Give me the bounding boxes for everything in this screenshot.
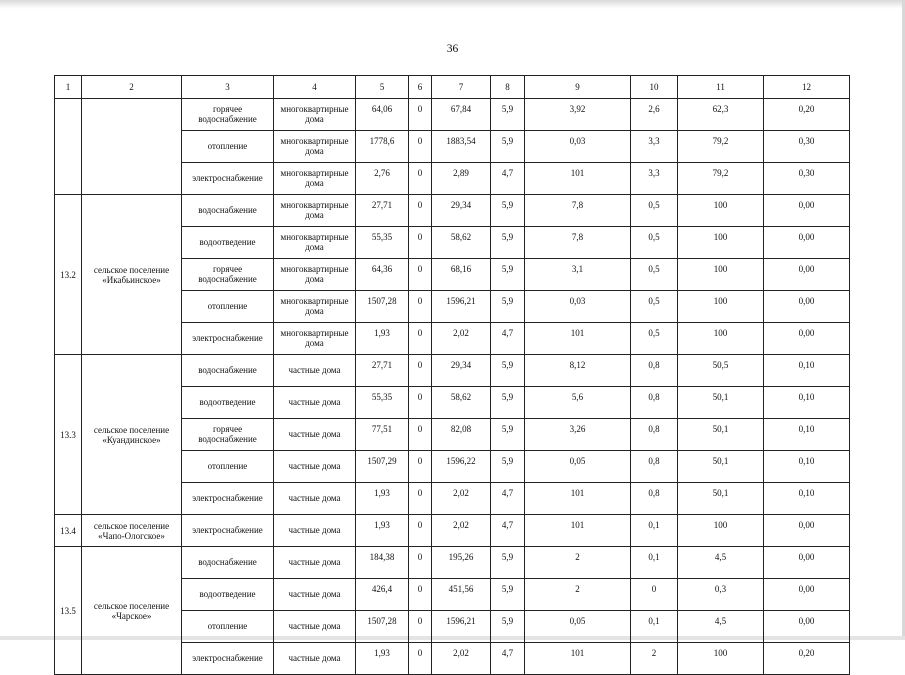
- value-cell-c5: 1778,6: [356, 131, 409, 163]
- value-cell-c5: 1,93: [356, 483, 409, 515]
- value-cell-c5: 55,35: [356, 387, 409, 419]
- value-cell-c5: 1507,29: [356, 451, 409, 483]
- value-cell-c5: 1,93: [356, 643, 409, 675]
- value-cell-c12: 0,20: [764, 643, 850, 675]
- table-row: [55, 515, 850, 547]
- service-cell: отопление: [182, 451, 274, 483]
- table-row: [55, 547, 850, 579]
- value-cell-c12: 0,10: [764, 355, 850, 387]
- settlement-name: сельское поселение «Куандинское»: [82, 355, 182, 515]
- value-cell-c9: 7,8: [525, 195, 631, 227]
- value-cell-c12: 0,00: [764, 579, 850, 611]
- settlement-name: сельское поселение «Икабьинское»: [82, 195, 182, 355]
- value-cell-c6: 0: [409, 131, 432, 163]
- value-cell-c7: 29,34: [432, 355, 491, 387]
- housing-type-cell: многоквартирные дома: [274, 131, 356, 163]
- value-cell-c6: 0: [409, 419, 432, 451]
- housing-type-cell: многоквартирные дома: [274, 323, 356, 355]
- value-cell-c5: 64,06: [356, 99, 409, 131]
- value-cell-c8: 4,7: [491, 515, 525, 547]
- value-cell-c9: 101: [525, 163, 631, 195]
- value-cell-c8: 5,9: [491, 195, 525, 227]
- value-cell-c5: 77,51: [356, 419, 409, 451]
- settlement-name: сельское поселение «Чарское»: [82, 547, 182, 675]
- table-row: [55, 99, 850, 131]
- settlement-code: [55, 99, 82, 195]
- housing-type-cell: многоквартирные дома: [274, 195, 356, 227]
- value-cell-c7: 67,84: [432, 99, 491, 131]
- value-cell-c5: 64,36: [356, 259, 409, 291]
- service-cell: отопление: [182, 131, 274, 163]
- value-cell-c8: 5,9: [491, 291, 525, 323]
- value-cell-c11: 100: [678, 291, 764, 323]
- value-cell-c8: 4,7: [491, 483, 525, 515]
- value-cell-c5: 184,38: [356, 547, 409, 579]
- value-cell-c9: 101: [525, 515, 631, 547]
- value-cell-c11: 50,1: [678, 419, 764, 451]
- value-cell-c11: 79,2: [678, 163, 764, 195]
- housing-type-cell: частные дома: [274, 515, 356, 547]
- value-cell-c6: 0: [409, 163, 432, 195]
- value-cell-c8: 5,9: [491, 99, 525, 131]
- value-cell-c7: 1596,21: [432, 611, 491, 643]
- value-cell-c6: 0: [409, 483, 432, 515]
- value-cell-c6: 0: [409, 195, 432, 227]
- value-cell-c12: 0,00: [764, 259, 850, 291]
- value-cell-c10: 0,5: [631, 195, 678, 227]
- service-cell: водоотведение: [182, 227, 274, 259]
- housing-type-cell: частные дома: [274, 387, 356, 419]
- value-cell-c8: 5,9: [491, 547, 525, 579]
- value-cell-c8: 5,9: [491, 419, 525, 451]
- housing-type-cell: многоквартирные дома: [274, 99, 356, 131]
- page-number: 36: [446, 43, 459, 55]
- value-cell-c9: 101: [525, 483, 631, 515]
- value-cell-c12: 0,30: [764, 131, 850, 163]
- housing-type-cell: частные дома: [274, 355, 356, 387]
- value-cell-c11: 100: [678, 227, 764, 259]
- column-header: 5: [356, 76, 409, 99]
- value-cell-c7: 2,02: [432, 515, 491, 547]
- value-cell-c9: 0,05: [525, 611, 631, 643]
- value-cell-c10: 0,5: [631, 291, 678, 323]
- value-cell-c10: 2,6: [631, 99, 678, 131]
- settlement-code: 13.5: [55, 547, 82, 675]
- settlement-code: 13.4: [55, 515, 82, 547]
- value-cell-c10: 0,8: [631, 355, 678, 387]
- value-cell-c12: 0,20: [764, 99, 850, 131]
- value-cell-c7: 195,26: [432, 547, 491, 579]
- housing-type-cell: частные дома: [274, 547, 356, 579]
- value-cell-c7: 2,02: [432, 643, 491, 675]
- settlement-name: сельское поселение «Чапо-Ологское»: [82, 515, 182, 547]
- service-cell: водоотведение: [182, 387, 274, 419]
- housing-type-cell: частные дома: [274, 451, 356, 483]
- value-cell-c6: 0: [409, 227, 432, 259]
- value-cell-c12: 0,10: [764, 483, 850, 515]
- value-cell-c11: 50,1: [678, 483, 764, 515]
- value-cell-c7: 68,16: [432, 259, 491, 291]
- value-cell-c8: 5,9: [491, 611, 525, 643]
- value-cell-c5: 2,76: [356, 163, 409, 195]
- value-cell-c6: 0: [409, 611, 432, 643]
- table-row: [55, 355, 850, 387]
- value-cell-c12: 0,10: [764, 451, 850, 483]
- tariff-table: [54, 75, 850, 675]
- value-cell-c5: 1,93: [356, 515, 409, 547]
- column-header: 11: [678, 76, 764, 99]
- value-cell-c9: 0,03: [525, 291, 631, 323]
- value-cell-c12: 0,00: [764, 291, 850, 323]
- header-row: [55, 76, 850, 99]
- column-header: 10: [631, 76, 678, 99]
- column-header: 7: [432, 76, 491, 99]
- value-cell-c9: 5,6: [525, 387, 631, 419]
- column-header: 3: [182, 76, 274, 99]
- value-cell-c10: 0,1: [631, 515, 678, 547]
- value-cell-c6: 0: [409, 451, 432, 483]
- value-cell-c11: 50,1: [678, 387, 764, 419]
- value-cell-c11: 100: [678, 259, 764, 291]
- value-cell-c8: 4,7: [491, 323, 525, 355]
- value-cell-c11: 100: [678, 515, 764, 547]
- value-cell-c7: 1883,54: [432, 131, 491, 163]
- value-cell-c11: 100: [678, 323, 764, 355]
- value-cell-c10: 0,5: [631, 227, 678, 259]
- value-cell-c9: 7,8: [525, 227, 631, 259]
- value-cell-c12: 0,00: [764, 195, 850, 227]
- value-cell-c10: 2: [631, 643, 678, 675]
- value-cell-c8: 5,9: [491, 227, 525, 259]
- value-cell-c7: 2,89: [432, 163, 491, 195]
- value-cell-c9: 2: [525, 547, 631, 579]
- value-cell-c7: 58,62: [432, 227, 491, 259]
- value-cell-c8: 5,9: [491, 451, 525, 483]
- column-header: 6: [409, 76, 432, 99]
- value-cell-c6: 0: [409, 99, 432, 131]
- value-cell-c9: 0,05: [525, 451, 631, 483]
- value-cell-c6: 0: [409, 579, 432, 611]
- housing-type-cell: частные дома: [274, 579, 356, 611]
- value-cell-c5: 27,71: [356, 355, 409, 387]
- value-cell-c9: 101: [525, 643, 631, 675]
- value-cell-c8: 5,9: [491, 355, 525, 387]
- value-cell-c8: 4,7: [491, 643, 525, 675]
- housing-type-cell: многоквартирные дома: [274, 259, 356, 291]
- service-cell: электроснабжение: [182, 483, 274, 515]
- service-cell: электроснабжение: [182, 323, 274, 355]
- service-cell: водоснабжение: [182, 547, 274, 579]
- value-cell-c12: 0,10: [764, 387, 850, 419]
- value-cell-c6: 0: [409, 291, 432, 323]
- value-cell-c5: 27,71: [356, 195, 409, 227]
- value-cell-c11: 79,2: [678, 131, 764, 163]
- value-cell-c9: 3,92: [525, 99, 631, 131]
- value-cell-c8: 4,7: [491, 163, 525, 195]
- value-cell-c7: 2,02: [432, 323, 491, 355]
- service-cell: водоснабжение: [182, 195, 274, 227]
- value-cell-c6: 0: [409, 323, 432, 355]
- service-cell: водоотведение: [182, 579, 274, 611]
- value-cell-c11: 50,1: [678, 451, 764, 483]
- housing-type-cell: многоквартирные дома: [274, 227, 356, 259]
- value-cell-c5: 1507,28: [356, 611, 409, 643]
- service-cell: горячее водоснабжение: [182, 419, 274, 451]
- value-cell-c9: 3,26: [525, 419, 631, 451]
- housing-type-cell: частные дома: [274, 643, 356, 675]
- value-cell-c11: 62,3: [678, 99, 764, 131]
- value-cell-c10: 0,8: [631, 387, 678, 419]
- value-cell-c12: 0,00: [764, 515, 850, 547]
- value-cell-c10: 0,8: [631, 419, 678, 451]
- column-header: 1: [55, 76, 82, 99]
- value-cell-c12: 0,00: [764, 611, 850, 643]
- settlement-code: 13.2: [55, 195, 82, 355]
- value-cell-c10: 0,5: [631, 259, 678, 291]
- value-cell-c6: 0: [409, 515, 432, 547]
- value-cell-c5: 55,35: [356, 227, 409, 259]
- column-header: 8: [491, 76, 525, 99]
- value-cell-c10: 0: [631, 579, 678, 611]
- value-cell-c6: 0: [409, 387, 432, 419]
- value-cell-c9: 2: [525, 579, 631, 611]
- value-cell-c10: 0,1: [631, 611, 678, 643]
- value-cell-c7: 451,56: [432, 579, 491, 611]
- value-cell-c8: 5,9: [491, 387, 525, 419]
- housing-type-cell: многоквартирные дома: [274, 291, 356, 323]
- service-cell: электроснабжение: [182, 515, 274, 547]
- value-cell-c11: 50,5: [678, 355, 764, 387]
- value-cell-c11: 100: [678, 643, 764, 675]
- value-cell-c9: 3,1: [525, 259, 631, 291]
- value-cell-c6: 0: [409, 547, 432, 579]
- value-cell-c12: 0,00: [764, 547, 850, 579]
- service-cell: горячее водоснабжение: [182, 99, 274, 131]
- housing-type-cell: частные дома: [274, 419, 356, 451]
- service-cell: отопление: [182, 611, 274, 643]
- value-cell-c5: 426,4: [356, 579, 409, 611]
- value-cell-c12: 0,10: [764, 419, 850, 451]
- value-cell-c9: 0,03: [525, 131, 631, 163]
- table-row: [55, 195, 850, 227]
- service-cell: отопление: [182, 291, 274, 323]
- value-cell-c11: 0,3: [678, 579, 764, 611]
- column-header: 12: [764, 76, 850, 99]
- value-cell-c10: 0,5: [631, 323, 678, 355]
- service-cell: горячее водоснабжение: [182, 259, 274, 291]
- value-cell-c6: 0: [409, 355, 432, 387]
- table-body: [55, 76, 850, 675]
- service-cell: электроснабжение: [182, 643, 274, 675]
- value-cell-c11: 4,5: [678, 547, 764, 579]
- value-cell-c11: 4,5: [678, 611, 764, 643]
- value-cell-c10: 3,3: [631, 163, 678, 195]
- value-cell-c6: 0: [409, 259, 432, 291]
- value-cell-c7: 58,62: [432, 387, 491, 419]
- value-cell-c12: 0,00: [764, 323, 850, 355]
- value-cell-c8: 5,9: [491, 259, 525, 291]
- column-header: 2: [82, 76, 182, 99]
- value-cell-c7: 1596,22: [432, 451, 491, 483]
- value-cell-c10: 0,8: [631, 483, 678, 515]
- housing-type-cell: частные дома: [274, 611, 356, 643]
- value-cell-c5: 1,93: [356, 323, 409, 355]
- value-cell-c5: 1507,28: [356, 291, 409, 323]
- value-cell-c11: 100: [678, 195, 764, 227]
- value-cell-c7: 29,34: [432, 195, 491, 227]
- service-cell: водоснабжение: [182, 355, 274, 387]
- settlement-code: 13.3: [55, 355, 82, 515]
- value-cell-c7: 1596,21: [432, 291, 491, 323]
- value-cell-c9: 8,12: [525, 355, 631, 387]
- value-cell-c6: 0: [409, 643, 432, 675]
- column-header: 9: [525, 76, 631, 99]
- scan-edge-top: [0, 0, 905, 9]
- housing-type-cell: многоквартирные дома: [274, 163, 356, 195]
- value-cell-c12: 0,00: [764, 227, 850, 259]
- value-cell-c7: 2,02: [432, 483, 491, 515]
- service-cell: электроснабжение: [182, 163, 274, 195]
- value-cell-c8: 5,9: [491, 579, 525, 611]
- column-header: 4: [274, 76, 356, 99]
- value-cell-c9: 101: [525, 323, 631, 355]
- value-cell-c10: 3,3: [631, 131, 678, 163]
- value-cell-c7: 82,08: [432, 419, 491, 451]
- value-cell-c12: 0,30: [764, 163, 850, 195]
- settlement-name: [82, 99, 182, 195]
- value-cell-c8: 5,9: [491, 131, 525, 163]
- value-cell-c10: 0,1: [631, 547, 678, 579]
- housing-type-cell: частные дома: [274, 483, 356, 515]
- value-cell-c10: 0,8: [631, 451, 678, 483]
